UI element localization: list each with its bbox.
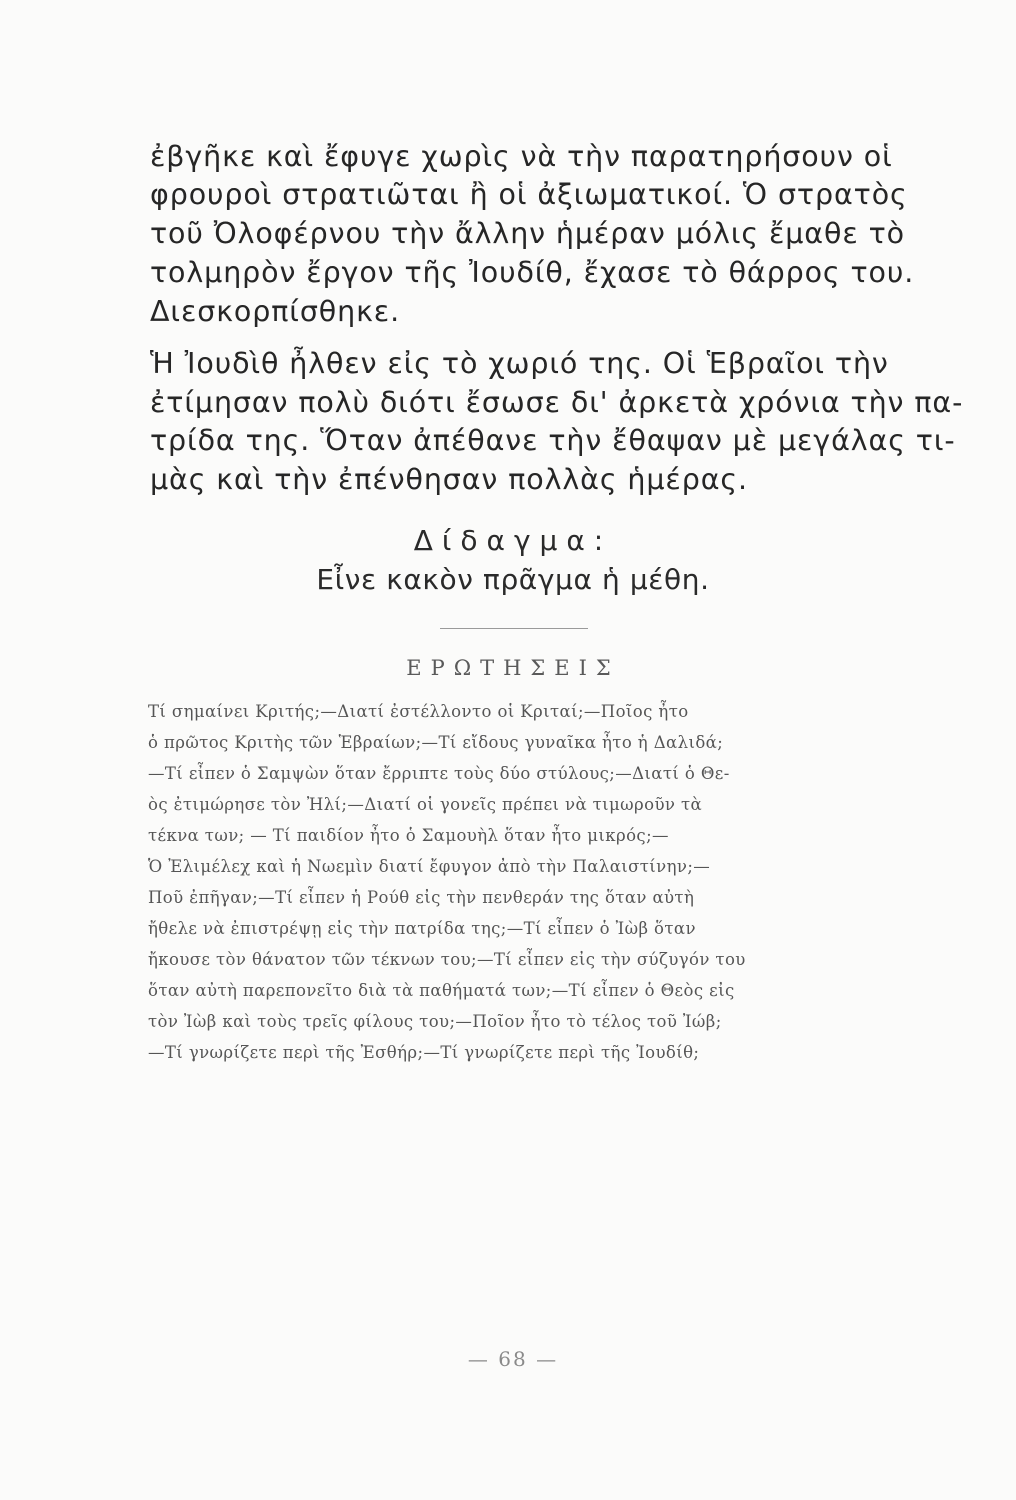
question-line: Ὁ Ἐλιμέλεχ καὶ ἡ Νωεμὶν διατί ἔφυγον ἀπὸ τὴν Παλαιστίνην;— bbox=[148, 857, 711, 876]
didagma-heading: Δίδαγμα: bbox=[413, 524, 613, 557]
narrative-line: τρίδα της. Ὅταν ἀπέθανε τὴν ἔθαψαν μὲ μεγάλας τι- bbox=[150, 424, 956, 457]
narrative-line: τοῦ Ὀλοφέρνου τὴν ἄλλην ἡμέραν μόλις ἔμαθε τὸ bbox=[150, 217, 905, 250]
question-line: ὅταν αὐτὴ παρεπονεῖτο διὰ τὰ παθήματά των;—Τί εἶπεν ὁ Θεὸς εἰς bbox=[148, 981, 735, 1000]
question-line: Τί σημαίνει Κριτής;—Διατί ἐστέλλοντο οἱ Κριταί;—Ποῖος ἦτο bbox=[148, 702, 689, 721]
section-divider bbox=[440, 628, 588, 629]
questions-heading: ΕΡΩΤΗΣΕΙΣ bbox=[406, 656, 620, 680]
question-line: τὸν Ἰὼβ καὶ τοὺς τρεῖς φίλους του;—Ποῖον ἦτο τὸ τέλος τοῦ Ἰώβ; bbox=[148, 1012, 722, 1031]
question-line: Ποῦ ἐπῆγαν;—Τί εἶπεν ἡ Ρούθ εἰς τὴν πενθεράν της ὅταν αὐτὴ bbox=[148, 888, 695, 907]
narrative-line: Διεσκορπίσθηκε. bbox=[150, 295, 401, 328]
question-line: —Τί εἶπεν ὁ Σαμψὼν ὅταν ἔρριπτε τοὺς δύο στύλους;—Διατί ὁ Θε- bbox=[148, 764, 730, 783]
question-line: τέκνα των; — Τί παιδίον ἦτο ὁ Σαμουὴλ ὅταν ἦτο μικρός;— bbox=[148, 826, 669, 845]
narrative-line: Ἡ Ἰουδὶθ ἦλθεν εἰς τὸ χωριό της. Οἱ Ἑβραῖοι τὴν bbox=[150, 347, 889, 380]
question-line: ὸς ἐτιμώρησε τὸν Ἠλί;—Διατί οἱ γονεῖς πρέπει νὰ τιμωροῦν τὰ bbox=[148, 795, 703, 814]
narrative-line: μὰς καὶ τὴν ἐπένθησαν πολλὰς ἡμέρας. bbox=[150, 463, 748, 496]
question-line: —Τί γνωρίζετε περὶ τῆς Ἐσθήρ;—Τί γνωρίζετε περὶ τῆς Ἰουδίθ; bbox=[148, 1043, 700, 1062]
narrative-line: ἐβγῆκε καὶ ἔφυγε χωρὶς νὰ τὴν παρατηρήσουν οἱ bbox=[150, 140, 893, 173]
question-line: ὁ πρῶτος Κριτὴς τῶν Ἑβραίων;—Τί εἴδους γυναῖκα ἦτο ἡ Δαλιδά; bbox=[148, 733, 724, 752]
page-number: — 68 — bbox=[467, 1347, 559, 1371]
narrative-line: ἐτίμησαν πολὺ διότι ἔσωσε δι' ἀρκετὰ χρόνια τὴν πα- bbox=[150, 386, 964, 419]
narrative-line: τολμηρὸν ἔργον τῆς Ἰουδίθ, ἔχασε τὸ θάρρος του. bbox=[150, 256, 915, 289]
didagma-text: Εἶνε κακὸν πρᾶγμα ἡ μέθη. bbox=[316, 563, 710, 596]
question-line: ἤκουσε τὸν θάνατον τῶν τέκνων του;—Τί εἶπεν εἰς τὴν σύζυγόν του bbox=[148, 950, 746, 969]
narrative-line: φρουροὶ στρατιῶται ἢ οἱ ἀξιωματικοί. Ὁ στρατὸς bbox=[150, 178, 908, 211]
question-line: ἤθελε νὰ ἐπιστρέψῃ εἰς τὴν πατρίδα της;—Τί εἶπεν ὁ Ἰὼβ ὅταν bbox=[148, 919, 696, 938]
